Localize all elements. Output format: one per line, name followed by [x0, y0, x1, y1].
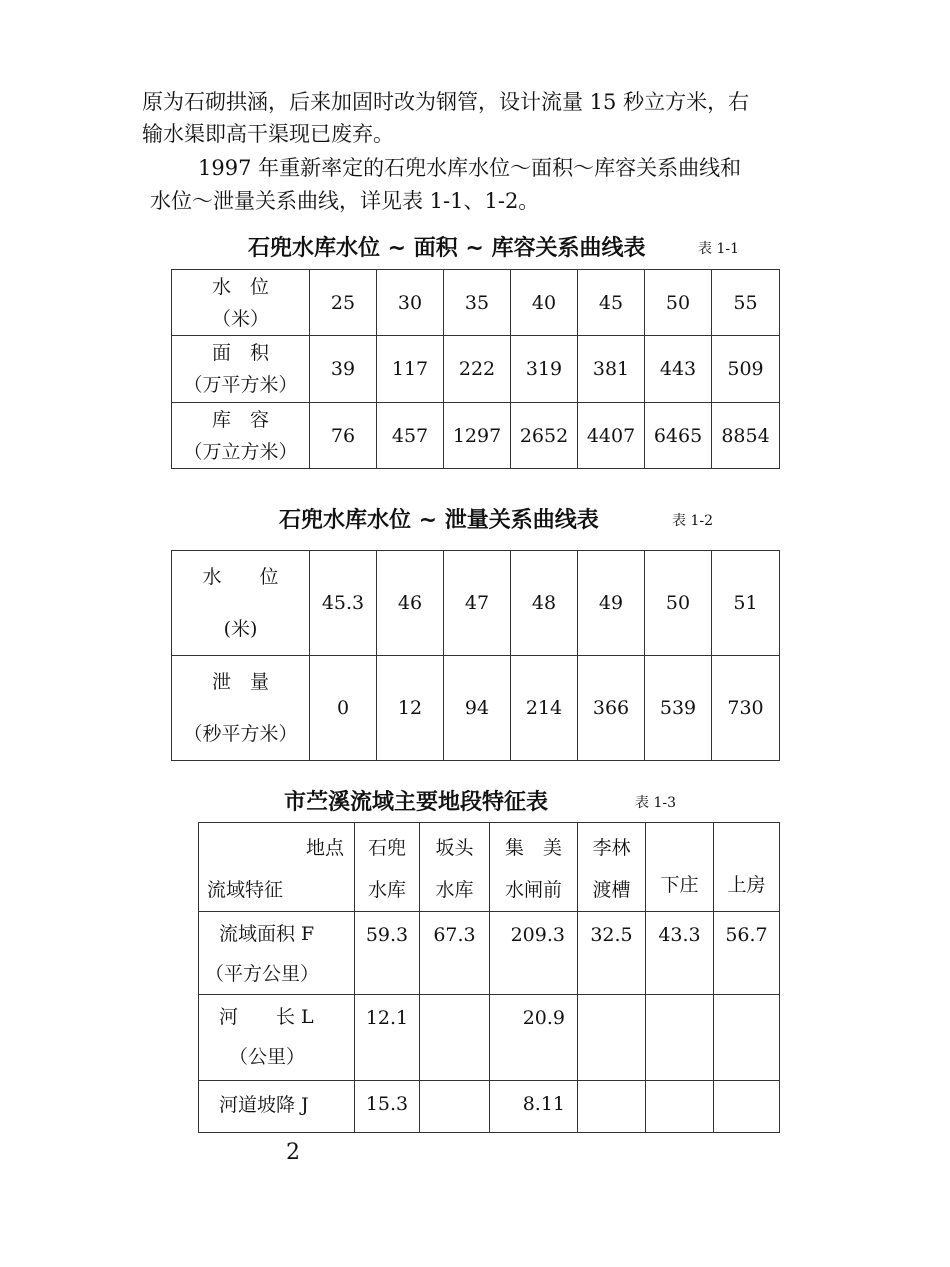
row-header-water-level	[172, 551, 310, 656]
table-cell: 15.3	[355, 1081, 420, 1133]
row-header-unit: （万平方米）	[183, 374, 298, 396]
table-1-3-caption: 市苎溪流域主要地段特征表	[284, 790, 549, 815]
table-cell: 67.3	[420, 912, 490, 995]
row-header-basin-area	[199, 912, 355, 995]
header-line: 下庄	[660, 874, 699, 896]
table-row	[199, 995, 780, 1081]
table-1-1	[171, 269, 780, 469]
table-cell: 8854	[712, 403, 780, 469]
table-cell: 381	[578, 336, 645, 403]
header-line: 水闸前	[504, 879, 562, 901]
row-header-title: 库 容	[211, 408, 269, 431]
row-header-river-slope	[199, 1081, 355, 1133]
row-header-discharge	[172, 656, 310, 761]
row-header-title: 面 积	[211, 342, 269, 364]
table-cell: 12.1	[355, 995, 420, 1081]
header-line: 李林	[592, 837, 631, 859]
row-header-storage	[172, 403, 310, 469]
table-cell: 443	[645, 336, 712, 403]
table-cell: 730	[712, 656, 780, 761]
row-header-title: 水 位	[202, 566, 279, 588]
table-cell: 56.7	[714, 912, 780, 995]
table-cell: 2652	[511, 403, 578, 469]
table-cell: 539	[645, 656, 712, 761]
table-cell: 12	[377, 656, 444, 761]
header-line: 水库	[367, 879, 406, 901]
table-cell: 366	[578, 656, 645, 761]
table-cell: 8.11	[490, 1081, 578, 1133]
header-line: 坂头	[435, 837, 474, 859]
table-cell	[646, 995, 714, 1081]
column-header-xiazhuang	[646, 823, 714, 912]
row-header-unit: （米）	[211, 307, 269, 330]
header-line: 上房	[727, 874, 766, 896]
corner-header	[199, 823, 355, 912]
table-1-1-number: 表 1-1	[698, 241, 739, 257]
column-header-jimei	[490, 823, 578, 912]
table-cell	[420, 1081, 490, 1133]
table-row	[172, 656, 780, 761]
column-header-shidou	[355, 823, 420, 912]
table-cell: 20.9	[490, 995, 578, 1081]
column-header-shangfang	[714, 823, 780, 912]
paragraph-line-4: 水位～泄量关系曲线，详见表 1-1、1-2。	[150, 189, 540, 213]
table-cell: 214	[511, 656, 578, 761]
table-cell	[714, 995, 780, 1081]
table-cell: 1297	[444, 403, 511, 469]
table-cell: 94	[444, 656, 511, 761]
row-header-unit: （公里）	[229, 1046, 306, 1068]
table-cell: 50	[645, 270, 712, 336]
table-row	[172, 403, 780, 469]
table-1-2-caption: 石兜水库水位 ~ 泄量关系曲线表	[279, 508, 599, 533]
table-cell: 457	[377, 403, 444, 469]
column-header-lilin	[578, 823, 646, 912]
table-cell: 30	[377, 270, 444, 336]
table-cell	[420, 995, 490, 1081]
row-header-river-length	[199, 995, 355, 1081]
row-header-title: 泄 量	[211, 671, 269, 693]
table-row	[172, 336, 780, 403]
row-header-unit: （秒平方米）	[183, 723, 298, 745]
table-1-1-caption: 石兜水库水位 ~ 面积 ~ 库容关系曲线表	[248, 236, 646, 261]
table-cell: 45	[578, 270, 645, 336]
table-cell: 509	[712, 336, 780, 403]
row-header-unit: (米)	[223, 618, 258, 640]
table-cell: 222	[444, 336, 511, 403]
table-1-3	[198, 822, 780, 1133]
table-cell: 49	[578, 551, 645, 656]
header-line: 渡槽	[592, 879, 631, 901]
header-line: 集 美	[504, 837, 562, 859]
table-cell: 35	[444, 270, 511, 336]
row-header-unit: （万立方米）	[183, 440, 298, 463]
row-header-title: 水 位	[211, 275, 269, 298]
table-cell	[578, 995, 646, 1081]
table-cell: 76	[310, 403, 377, 469]
table-cell: 39	[310, 336, 377, 403]
table-cell: 43.3	[646, 912, 714, 995]
row-header-title: 河 长 L	[219, 1006, 314, 1028]
row-header-area	[172, 336, 310, 403]
table-cell: 47	[444, 551, 511, 656]
table-cell	[578, 1081, 646, 1133]
table-row	[199, 912, 780, 995]
table-row	[199, 1081, 780, 1133]
table-cell: 32.5	[578, 912, 646, 995]
table-header-row	[199, 823, 780, 912]
table-1-2-number: 表 1-2	[672, 513, 713, 529]
row-header-unit: （平方公里）	[205, 963, 320, 985]
paragraph-line-1: 原为石砌拱涵，后来加固时改为钢管，设计流量 15 秒立方米，右	[142, 90, 750, 114]
row-header-title: 河道坡降 J	[219, 1094, 309, 1116]
paragraph-line-2: 输水渠即高干渠现已废弃。	[142, 122, 394, 146]
table-cell: 209.3	[490, 912, 578, 995]
table-row	[172, 270, 780, 336]
table-cell: 6465	[645, 403, 712, 469]
table-cell: 59.3	[355, 912, 420, 995]
table-cell: 117	[377, 336, 444, 403]
table-cell: 48	[511, 551, 578, 656]
table-cell: 46	[377, 551, 444, 656]
table-cell: 4407	[578, 403, 645, 469]
paragraph-line-3: 1997 年重新率定的石兜水库水位～面积～库容关系曲线和	[198, 156, 742, 180]
table-row	[172, 551, 780, 656]
table-cell: 0	[310, 656, 377, 761]
corner-header-location: 地点	[305, 837, 344, 859]
table-1-3-number: 表 1-3	[635, 795, 676, 811]
table-1-2	[171, 550, 780, 761]
table-cell: 25	[310, 270, 377, 336]
table-cell: 40	[511, 270, 578, 336]
page-number: 2	[286, 1140, 300, 1165]
row-header-title: 流域面积 F	[219, 923, 315, 945]
table-cell: 51	[712, 551, 780, 656]
table-cell: 319	[511, 336, 578, 403]
table-cell	[714, 1081, 780, 1133]
table-cell: 45.3	[310, 551, 377, 656]
table-cell: 50	[645, 551, 712, 656]
corner-header-feature: 流域特征	[207, 879, 284, 901]
header-line: 石兜	[367, 837, 406, 859]
table-cell: 55	[712, 270, 780, 336]
row-header-water-level	[172, 270, 310, 336]
column-header-bantou	[420, 823, 490, 912]
header-line: 水库	[435, 879, 474, 901]
table-cell	[646, 1081, 714, 1133]
